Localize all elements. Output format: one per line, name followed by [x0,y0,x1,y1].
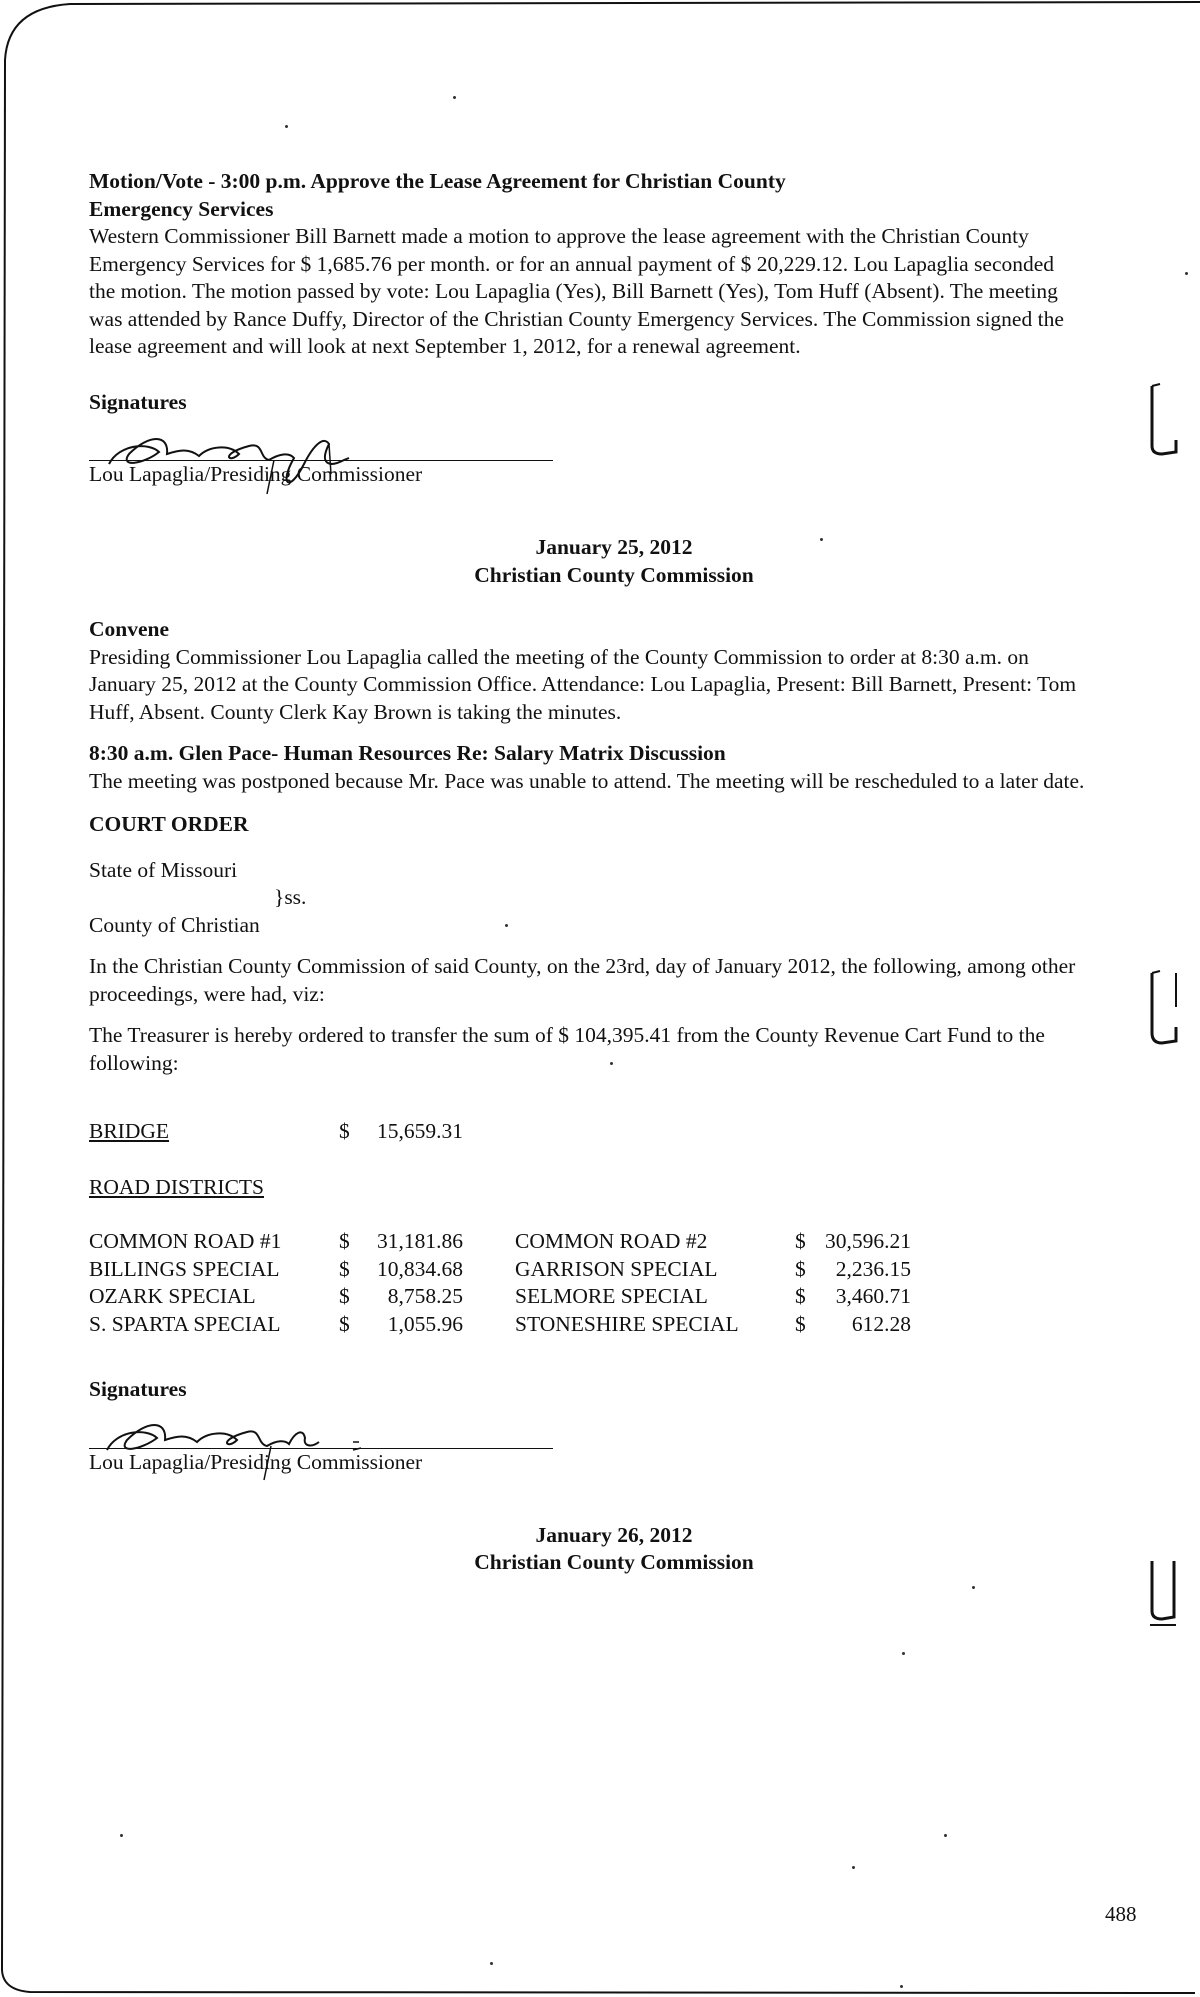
currency-symbol: $ [795,1229,806,1253]
meeting-date: January 25, 2012 [535,535,693,559]
meeting-header-jan26 [89,1522,1139,1577]
road-district-name: STONESHIRE SPECIAL [515,1311,739,1336]
scan-speck [453,96,456,99]
road-district-amount: 1,055.96 [387,1311,463,1336]
binder-clip-icon [1148,380,1178,460]
road-district-name: SELMORE SPECIAL [515,1284,708,1308]
bridge-label: BRIDGE [89,1119,170,1143]
motion-body: Western Commissioner Bill Barnett made a motion to approve the lease agreement with the Christian County Emergency Services for $ 1,685.76 per month. or for an annual payment of $ 20,229.12. Lou Lapaglia seconded the motion. The motion passed by vote: Lou Lapaglia (Yes), Bill Barnett (Yes), Tom Huff (Absent). The meeting was attended by Rance Duffy, Director of the Christian County Emergency Services. The Commission signed the lease agreement and will look at next September 1, 2012, for a renewal agreement. [89,224,1064,358]
convene-body: Presiding Commissioner Lou Lapaglia called the meeting of the County Commission to order at 8:30 a.m. on January 25, 2012 at the County Commission Office. Attendance: Lou Lapaglia, Present: Bill Barnett, Present: Tom Huff, Absent. County Clerk Kay Brown is taking the minutes. [89,644,1077,724]
road-district-row [89,1256,911,1284]
signature-block-2 [89,1376,1109,1492]
scan-speck [944,1834,947,1837]
bridge-row [89,1118,463,1146]
meeting-header-jan25 [89,534,1139,589]
salary-section [89,740,1109,795]
document-content [89,168,1109,1577]
salary-heading: 8:30 a.m. Glen Pace- Human Resources Re: Salary Matrix Discussion [89,741,726,765]
signatures-heading: Signatures [89,389,187,414]
scan-speck [120,1834,123,1837]
road-district-amount: 30,596.21 [825,1229,911,1253]
motion-heading-line1: Motion/Vote - 3:00 p.m. Approve the Lease Agreement for Christian County [89,169,786,193]
road-district-name: COMMON ROAD #1 [89,1229,282,1253]
transfer-order-text: The Treasurer is hereby ordered to transfer the sum of $ 104,395.41 from the County Revenue Cart Fund to the following: [89,1023,1045,1075]
binder-clip-icon [1146,1555,1178,1635]
convene-section [89,616,1109,726]
road-district-name: OZARK SPECIAL [89,1284,256,1308]
scan-speck [900,1985,903,1988]
court-order-section [89,811,1109,1338]
road-districts-label: ROAD DISTRICTS [89,1174,265,1199]
meeting-body-name: Christian County Commission [474,1550,754,1574]
signatures-heading: Signatures [89,1377,187,1401]
bridge-amount: 15,659.31 [377,1119,463,1143]
signature-label: Lou Lapaglia/Presiding Commissioner [89,462,423,486]
venue-county: County of Christian [89,912,260,937]
court-order-heading: COURT ORDER [89,812,249,836]
road-district-amount: 3,460.71 [835,1284,911,1308]
scan-speck [285,125,288,128]
bridge-currency: $ [339,1119,350,1143]
road-district-amount: 2,236.15 [835,1256,911,1281]
salary-body: The meeting was postponed because Mr. Pace was unable to attend. The meeting will be rescheduled to a later date. [89,768,1085,793]
road-districts-table [89,1228,911,1338]
road-district-name: S. SPARTA SPECIAL [89,1311,281,1336]
signature-block-1 [89,389,1109,505]
scan-speck [1185,272,1188,275]
road-district-row [89,1311,911,1339]
road-district-amount: 10,834.68 [377,1256,463,1281]
road-district-amount: 31,181.86 [377,1229,463,1253]
scan-speck [852,1866,855,1869]
road-district-amount: 8,758.25 [387,1284,463,1308]
meeting-body-name: Christian County Commission [474,562,754,587]
signature-label: Lou Lapaglia/Presiding Commissioner [89,1449,423,1474]
road-district-amount: 612.28 [851,1311,911,1336]
road-district-row [89,1228,911,1256]
motion-heading-line2: Emergency Services [89,196,274,221]
meeting-date: January 26, 2012 [535,1522,693,1547]
binder-clip-icon [1148,967,1178,1049]
road-district-row [89,1283,911,1311]
scan-speck [972,1586,975,1589]
venue-ss: }ss. [274,885,307,909]
currency-symbol: $ [795,1311,806,1336]
proceedings-text: In the Christian County Commission of said County, on the 23rd, day of January 2012, the following, among other proceedings, were had, viz: [89,954,1076,1006]
road-district-name: COMMON ROAD #2 [515,1229,708,1253]
motion-section [89,168,1109,361]
venue-state: State of Missouri [89,857,238,882]
page-number: 488 [1105,1902,1137,1926]
convene-heading: Convene [89,617,170,641]
bridge-table [89,1118,463,1146]
currency-symbol: $ [795,1256,806,1281]
scan-speck [490,1962,493,1965]
currency-symbol: $ [339,1284,350,1308]
road-district-name: GARRISON SPECIAL [515,1256,718,1281]
currency-symbol: $ [339,1256,350,1281]
currency-symbol: $ [339,1229,350,1253]
scan-speck [902,1652,905,1655]
currency-symbol: $ [339,1311,350,1336]
road-district-name: BILLINGS SPECIAL [89,1256,280,1281]
currency-symbol: $ [795,1284,806,1308]
